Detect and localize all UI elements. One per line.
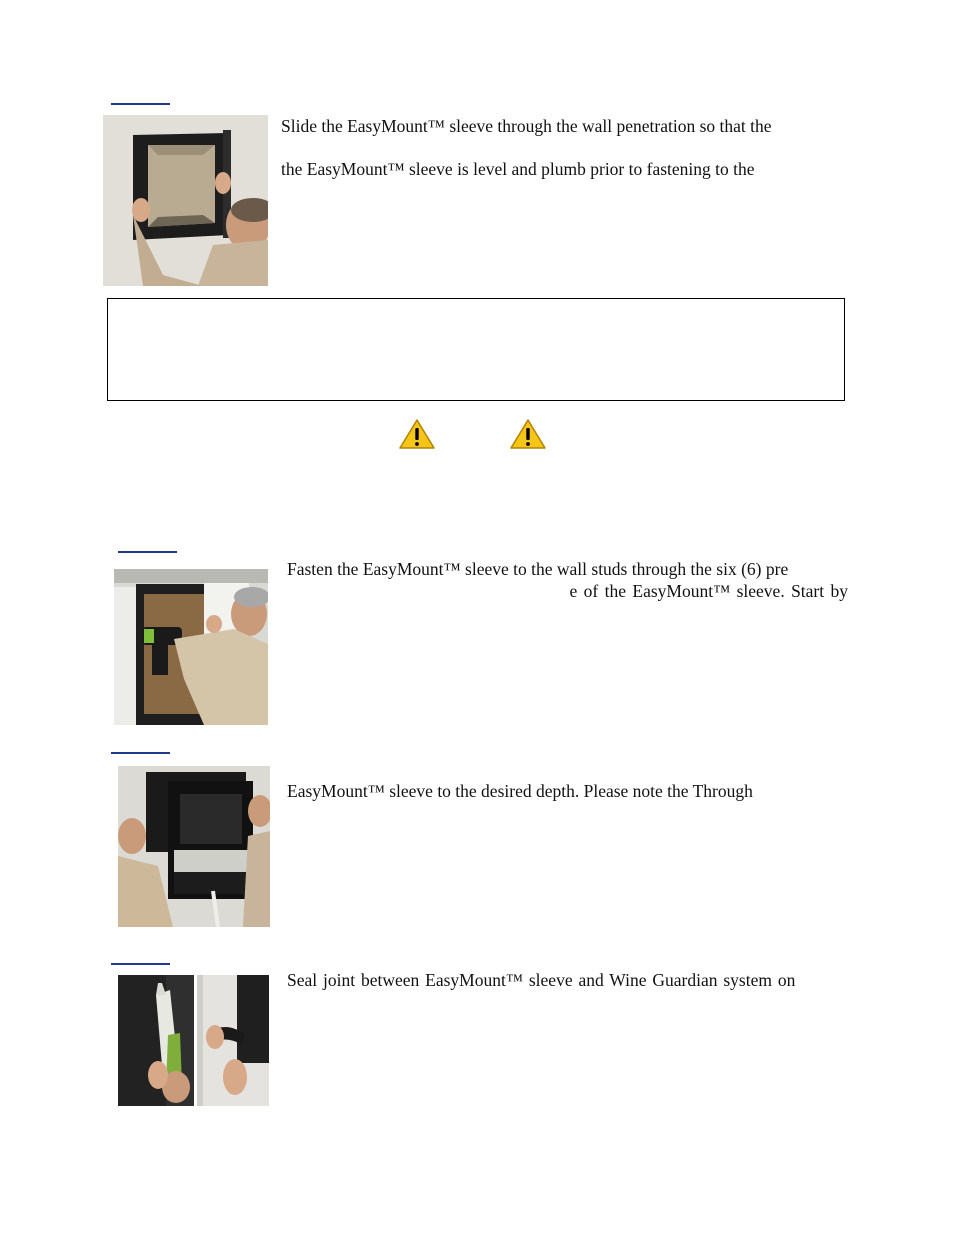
- step-1-text-line-2: the EasyMount™ sleeve is level and plumb prior to fastening to the: [281, 159, 755, 179]
- step-1-photo: [103, 115, 268, 286]
- step-2-text-line-2: e of the EasyMount™ sleeve. Start by: [569, 581, 848, 601]
- step-4-rule: [111, 963, 170, 965]
- notice-box: [107, 298, 845, 401]
- step-3-text-line-1: EasyMount™ sleeve to the desired depth. Please note the Through: [287, 781, 753, 801]
- step-3-rule: [111, 752, 170, 754]
- step-2-rule: [118, 551, 177, 553]
- step-4-text-line-1: Seal joint between EasyMount™ sleeve and Wine Guardian system on: [287, 970, 796, 990]
- step-1-rule: [111, 103, 170, 105]
- step-2-text-line-1: Fasten the EasyMount™ sleeve to the wall studs through the six (6) pre: [287, 559, 789, 579]
- step-1-text-line-1: Slide the EasyMount™ sleeve through the wall penetration so that the: [281, 116, 772, 136]
- step-3-photo: [118, 766, 270, 927]
- step-4-photo-caulk: [118, 975, 194, 1106]
- warning-triangle-icon: [509, 418, 547, 450]
- step-2-photo: [114, 569, 268, 725]
- step-4-photo-tape: [197, 975, 269, 1106]
- warning-triangle-icon: [398, 418, 436, 450]
